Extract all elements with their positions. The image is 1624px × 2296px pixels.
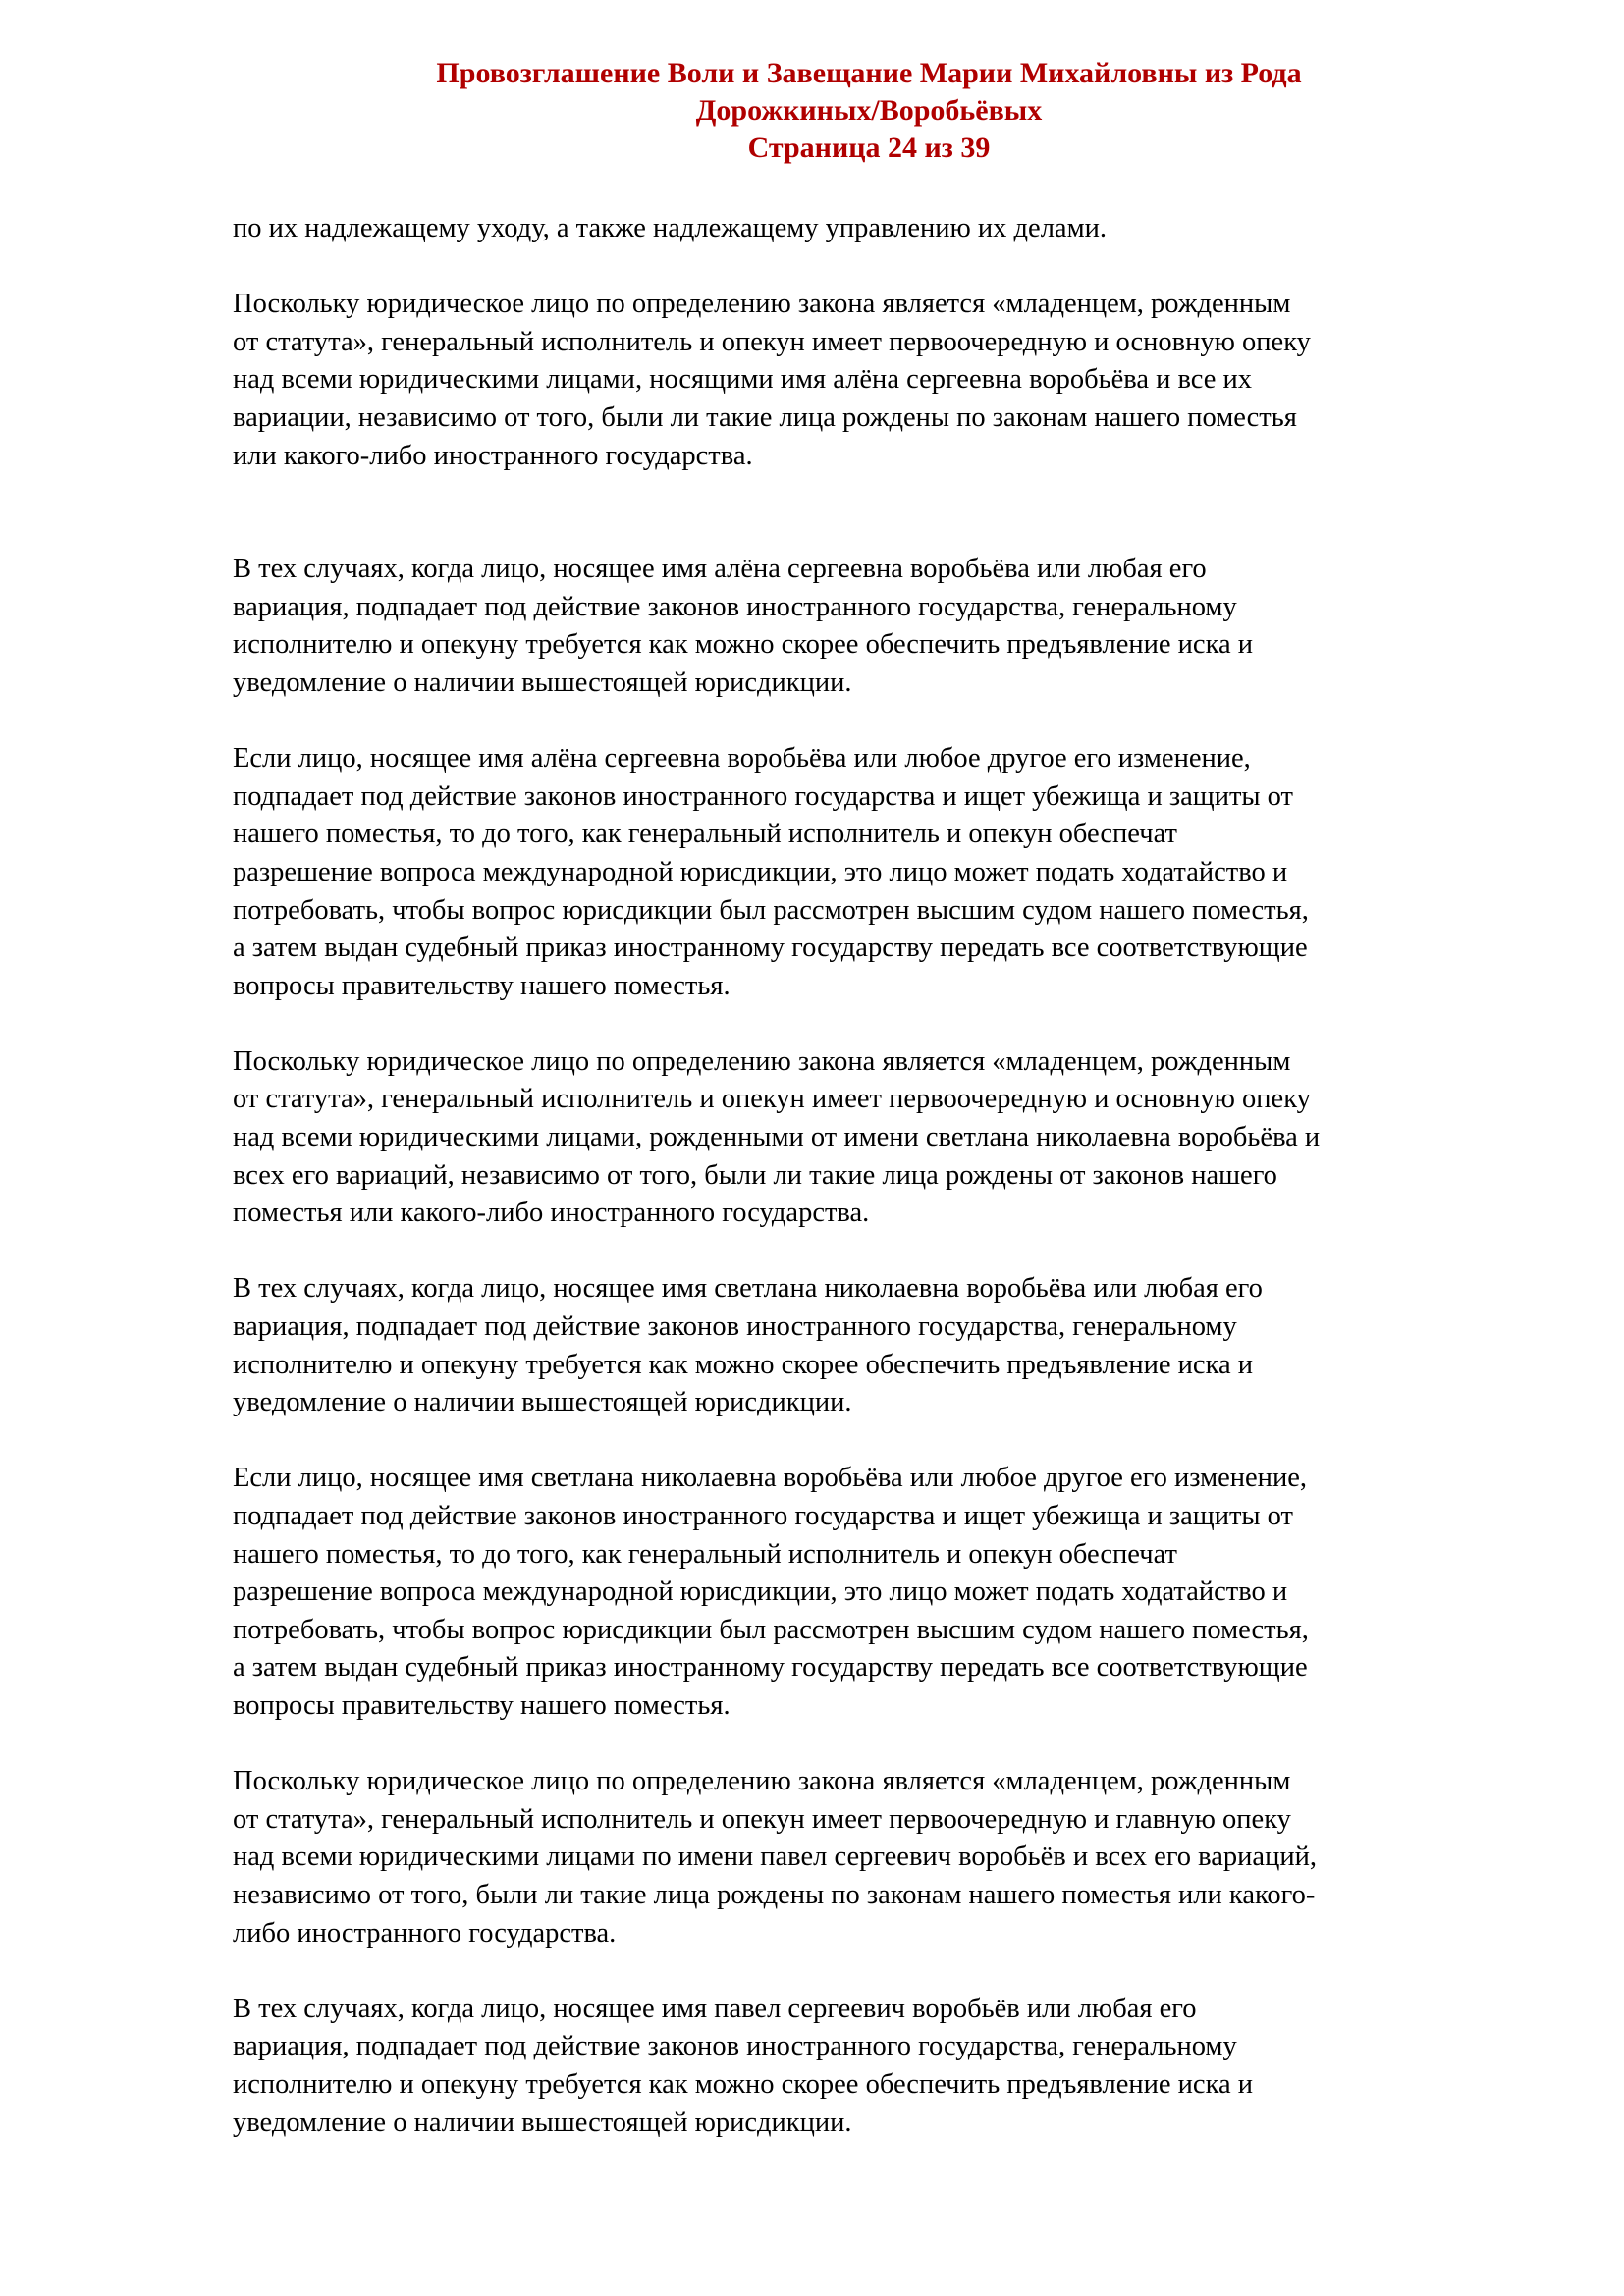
text-line: В тех случаях, когда лицо, носящее имя павел сергеевич воробьёв или любая его [233, 1993, 1197, 2024]
text-line: уведомление о наличии вышестоящей юрисдикции. [233, 2107, 852, 2138]
paragraph [233, 551, 1539, 702]
paragraph [233, 1763, 1539, 1952]
text-line: над всеми юридическими лицами по имени павел сергеевич воробьёв и всех его вариаций, [233, 1842, 1317, 1873]
text-line: вопросы правительству нашего поместья. [233, 1689, 731, 1721]
text-line: от статута», генеральный исполнитель и опекун имеет первоочередную и главную опеку [233, 1803, 1291, 1835]
text-line: над всеми юридическими лицами, рожденными от имени светлана николаевна воробьёва и [233, 1122, 1321, 1153]
text-line: вариации, независимо от того, были ли такие лица рождены по законам нашего поместья [233, 401, 1297, 433]
text-line: Если лицо, носящее имя светлана николаевна воробьёва или любое другое его изменение, [233, 1463, 1307, 1494]
text-line: независимо от того, были ли такие лица рождены по законам нашего поместья или какого- [233, 1879, 1316, 1910]
text-line: поместья или какого-либо иностранного государства. [233, 1198, 870, 1229]
text-line: по их надлежащему уходу, а также надлежащему управлению их делами. [233, 213, 1107, 243]
text-line: вопросы правительству нашего поместья. [233, 970, 731, 1001]
paragraph [233, 740, 1539, 1005]
paragraph [233, 286, 1539, 475]
paragraph [233, 1043, 1539, 1233]
text-line: потребовать, чтобы вопрос юрисдикции был рассмотрен высшим судом нашего поместья, [233, 894, 1309, 926]
text-line: над всеми юридическими лицами, носящими имя алёна сергеевна воробьёва и все их [233, 364, 1253, 396]
text-line: подпадает под действие законов иностранного государства и ищет убежища и защиты от [233, 780, 1294, 812]
text-line: разрешение вопроса международной юрисдикции, это лицо может подать ходатайство и [233, 856, 1288, 887]
paragraph [233, 210, 1539, 248]
text-line: Поскольку юридическое лицо по определению закона является «младенцем, рожденным [233, 1045, 1291, 1077]
text-line: вариация, подпадает под действие законов иностранного государства, генеральному [233, 591, 1237, 622]
document-title-line-2: Дорожкиных/Воробьёвых [695, 94, 1043, 127]
document-title-line-1: Провозглашение Воли и Завещание Марии Михайловны из Рода [436, 57, 1302, 89]
document-header [0, 55, 1624, 167]
text-line: Поскольку юридическое лицо по определению закона является «младенцем, рожденным [233, 289, 1291, 320]
text-line: а затем выдан судебный приказ иностранному государству передать все соответствующие [233, 933, 1308, 964]
text-line: исполнителю и опекуну требуется как можно скорее обеспечить предъявление иска и [233, 629, 1254, 661]
paragraph [233, 1991, 1539, 2142]
text-line: Если лицо, носящее имя алёна сергеевна воробьёва или любое другое его изменение, [233, 743, 1251, 774]
text-line: уведомление о наличии вышестоящей юрисдикции. [233, 667, 852, 698]
text-line: нашего поместья, то до того, как генеральный исполнитель и опекун обеспечат [233, 1538, 1177, 1570]
text-line: Поскольку юридическое лицо по определению закона является «младенцем, рожденным [233, 1766, 1291, 1797]
text-line: а затем выдан судебный приказ иностранному государству передать все соответствующие [233, 1652, 1308, 1683]
text-line: вариация, подпадает под действие законов иностранного государства, генеральному [233, 2031, 1237, 2062]
document-body [233, 210, 1539, 2180]
text-line: исполнителю и опекуну требуется как можно скорее обеспечить предъявление иска и [233, 2068, 1254, 2100]
text-line: В тех случаях, когда лицо, носящее имя светлана николаевна воробьёва или любая его [233, 1273, 1263, 1305]
text-line: или какого-либо иностранного государства. [233, 440, 753, 471]
text-line: исполнителю и опекуну требуется как можно скорее обеспечить предъявление иска и [233, 1349, 1254, 1380]
paragraph [233, 1270, 1539, 1421]
text-line: всех его вариаций, независимо от того, были ли такие лица рождены от законов нашего [233, 1159, 1277, 1191]
text-line: от статута», генеральный исполнитель и опекун имеет первоочередную и основную опеку [233, 1084, 1311, 1115]
text-line: подпадает под действие законов иностранного государства и ищет убежища и защиты от [233, 1501, 1294, 1531]
text-line: уведомление о наличии вышестоящей юрисдикции. [233, 1387, 852, 1418]
text-line: вариация, подпадает под действие законов иностранного государства, генеральному [233, 1311, 1237, 1343]
text-line: нашего поместья, то до того, как генеральный исполнитель и опекун обеспечат [233, 819, 1177, 850]
text-line: потребовать, чтобы вопрос юрисдикции был рассмотрен высшим судом нашего поместья, [233, 1614, 1309, 1645]
page-number-label: Страница 24 из 39 [747, 132, 991, 164]
text-line: В тех случаях, когда лицо, носящее имя алёна сергеевна воробьёва или любая его [233, 554, 1207, 585]
text-line: от статута», генеральный исполнитель и опекун имеет первоочередную и основную опеку [233, 326, 1311, 357]
text-line: либо иностранного государства. [233, 1917, 617, 1949]
paragraph [233, 1460, 1539, 1725]
text-line: разрешение вопроса международной юрисдикции, это лицо может подать ходатайство и [233, 1576, 1288, 1608]
